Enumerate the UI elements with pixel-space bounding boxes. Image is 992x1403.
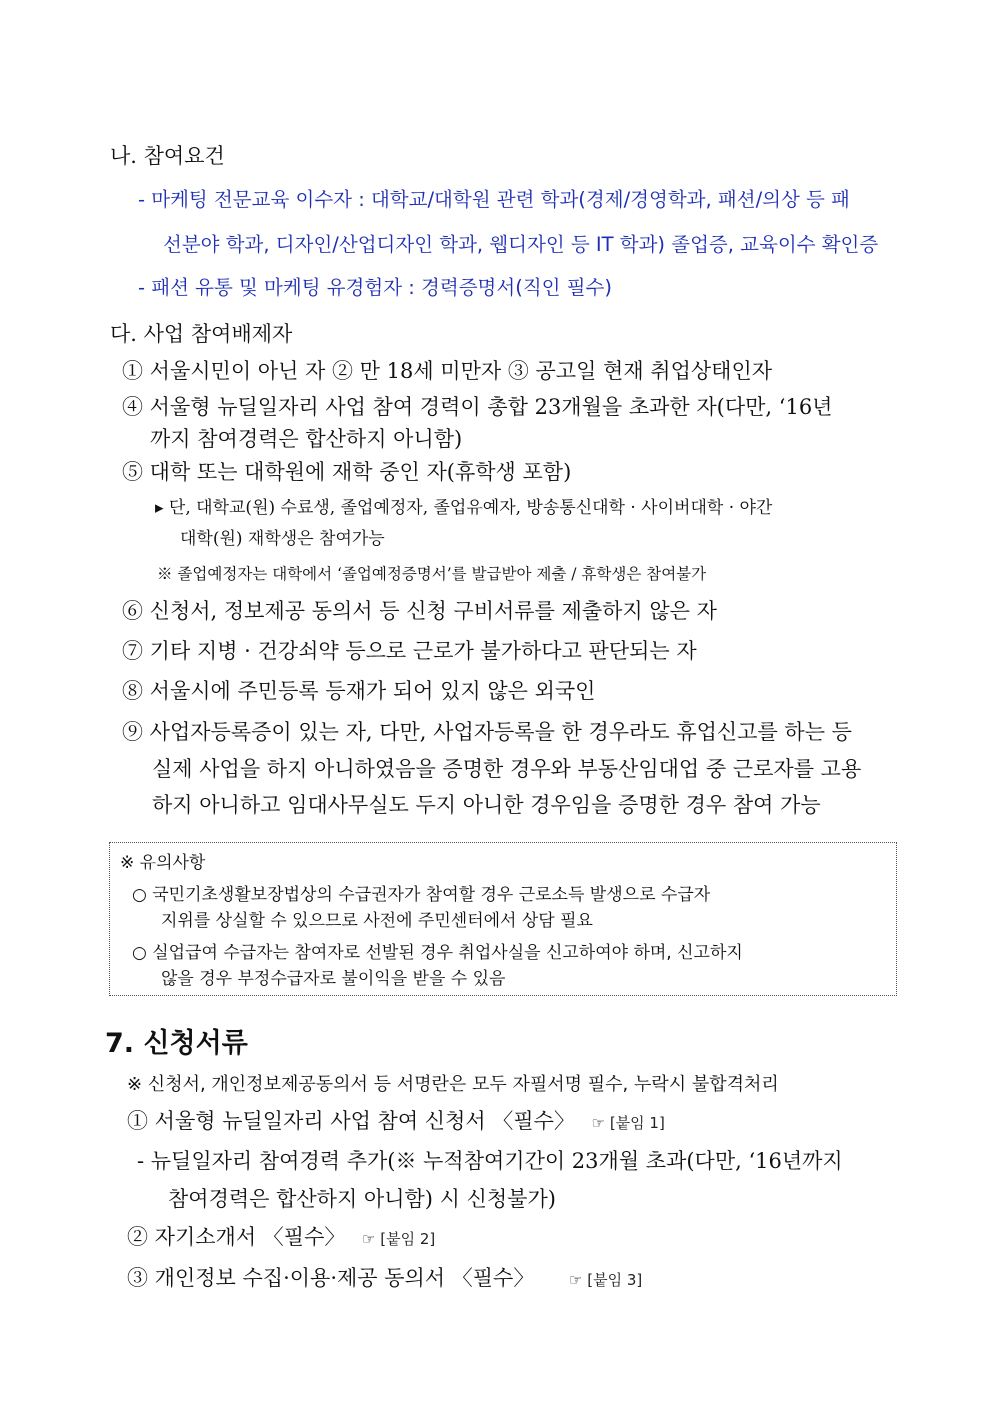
exclusion-item-4: ④ 서울형 뉴딜일자리 사업 참여 경력이 총합 23개월을 초과한 자(다만, ‘16년	[122, 395, 833, 419]
exclusion-item-5-exception: ▸ 단, 대학교(원) 수료생, 졸업예정자, 졸업유예자, 방송통신대학 · 사이버대학 · 야간	[155, 498, 773, 518]
notice-item-2-cont: 않을 경우 부정수급자로 불이익을 받을 수 있음	[161, 969, 506, 989]
exclusion-item-5: ⑤ 대학 또는 대학원에 재학 중인 자(휴학생 포함)	[122, 460, 572, 484]
application-signature-note: ※ 신청서, 개인정보제공동의서 등 서명란은 모두 자필서명 필수, 누락시 불합격처리	[127, 1074, 779, 1095]
application-doc-2-ref: ☞ [붙임 2]	[362, 1230, 436, 1248]
requirement-item-marketing-education-cont: 선분야 학과, 디자인/산업디자인 학과, 웹디자인 등 IT 학과) 졸업증, 교육이수 확인증	[163, 233, 879, 256]
notice-item-1-cont: 지위를 상실할 수 있으므로 사전에 주민센터에서 상담 필요	[161, 911, 593, 931]
application-extra-career: - 뉴딜일자리 참여경력 추가(※ 누적참여기간이 23개월 초과(다만, ‘16년까지	[137, 1149, 843, 1173]
application-doc-3	[127, 1264, 642, 1294]
exclusion-item-8: ⑧ 서울시에 주민등록 등재가 되어 있지 않은 외국인	[122, 679, 596, 703]
application-doc-1	[127, 1107, 665, 1137]
notice-box	[109, 842, 897, 996]
application-doc-3-ref: ☞ [붙임 3]	[569, 1271, 643, 1289]
exclusion-item-6: ⑥ 신청서, 정보제공 동의서 등 신청 구비서류를 제출하지 않은 자	[122, 599, 717, 623]
section-title-excluded-participants: 다. 사업 참여배제자	[110, 322, 293, 346]
notice-item-2: ○ 실업급여 수급자는 참여자로 선발된 경우 취업사실을 신고하여야 하며, 신고하지	[132, 943, 743, 963]
exclusion-item-5-exception-cont: 대학(원) 재학생은 참여가능	[180, 529, 385, 549]
section-title-participation-requirements: 나. 참여요건	[110, 144, 225, 168]
application-doc-1-text: ① 서울형 뉴딜일자리 사업 참여 신청서 〈필수〉	[127, 1109, 575, 1133]
section-title-application-documents: 7. 신청서류	[105, 1028, 248, 1059]
application-doc-1-ref: ☞ [붙임 1]	[591, 1114, 665, 1132]
exclusion-item-9-cont-1: 실제 사업을 하지 아니하였음을 증명한 경우와 부동산임대업 중 근로자를 고용	[152, 757, 862, 781]
requirement-item-fashion-experience: - 패션 유통 및 마케팅 유경험자 : 경력증명서(직인 필수)	[138, 276, 612, 299]
application-doc-2	[127, 1223, 435, 1253]
exclusion-item-9-cont-2: 하지 아니하고 임대사무실도 두지 아니한 경우임을 증명한 경우 참여 가능	[152, 793, 821, 817]
exclusion-item-1-3: ① 서울시민이 아닌 자 ② 만 18세 미만자 ③ 공고일 현재 취업상태인자	[122, 359, 773, 383]
requirement-item-marketing-education: - 마케팅 전문교육 이수자 : 대학교/대학원 관련 학과(경제/경영학과, 패션/의상 등 패	[138, 188, 850, 211]
notice-item-1: ○ 국민기초생활보장법상의 수급권자가 참여할 경우 근로소득 발생으로 수급자	[132, 885, 711, 905]
application-extra-career-cont: 참여경력은 합산하지 아니함) 시 신청불가)	[168, 1187, 556, 1211]
notice-title: ※ 유의사항	[120, 853, 206, 873]
exclusion-item-4-cont: 까지 참여경력은 합산하지 아니함)	[150, 427, 463, 451]
exclusion-item-5-note: ※ 졸업예정자는 대학에서 ‘졸업예정증명서’를 발급받아 제출 / 휴학생은 참여불가	[157, 565, 707, 583]
application-doc-2-text: ② 자기소개서 〈필수〉	[127, 1225, 346, 1249]
application-doc-3-text: ③ 개인정보 수집·이용·제공 동의서 〈필수〉	[127, 1266, 535, 1290]
exclusion-item-7: ⑦ 기타 지병 · 건강쇠약 등으로 근로가 불가하다고 판단되는 자	[122, 639, 697, 663]
exclusion-item-9: ⑨ 사업자등록증이 있는 자, 다만, 사업자등록을 한 경우라도 휴업신고를 하는 등	[122, 720, 852, 744]
